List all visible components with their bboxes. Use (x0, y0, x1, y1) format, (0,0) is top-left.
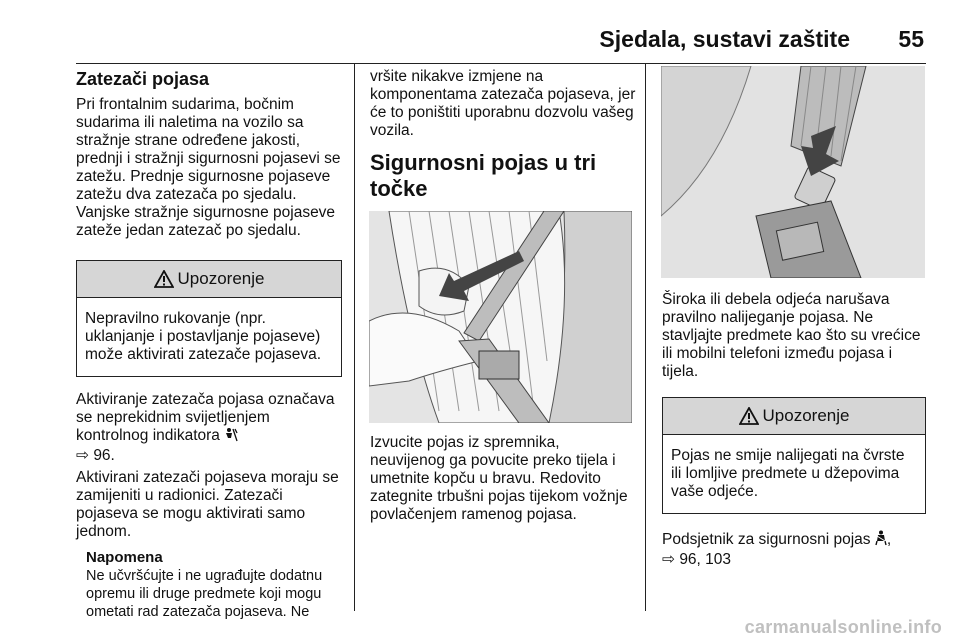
note-text: Ne učvršćujte i ne ugrađujte dodatnu opremu ili druge predmete koji mogu ometati rad zatezača pojaseva. Ne (86, 568, 323, 620)
warning-text-2: Pojas ne smije nalijegati na čvrste ili lomljive predmete u džepovima vaše odjeće. (671, 447, 905, 500)
watermark: carmanualsonline.info (744, 617, 942, 637)
reminder-page-refs[interactable]: 96, 103 (679, 551, 732, 568)
column-2 (370, 68, 636, 232)
column-2-lower (370, 434, 636, 524)
page-ref-icon: ⇨ (662, 551, 675, 568)
clothing-paragraph: Široka ili debela odjeća narušava pravilno nalijeganje pojasa. Ne stavljajte predmete kao što su vrećice ili mobilni telefoni između pojasa i tijela. (662, 291, 921, 380)
warning-box-1 (76, 260, 342, 377)
warning-triangle-icon (739, 407, 759, 425)
note-continuation: vršite nikakve izmjene na komponentama zatezača pojaseva, jer će to poništiti uporabnu dozvolu vašeg vozila. (370, 68, 636, 139)
warning-triangle-icon (154, 270, 174, 288)
belt-fastening-illustration (369, 211, 632, 423)
activation-paragraph (76, 391, 342, 465)
reminder-paragraph: Podsjetnik za sigurnosni pojas , ⇨ 96, 103 (662, 531, 892, 568)
warning-box-2 (662, 397, 926, 514)
warning-header-2 (663, 398, 925, 435)
page-number: 55 (898, 26, 924, 52)
activation-page-ref[interactable]: 96. (93, 447, 115, 464)
tensioners-paragraph: Pri frontalnim sudarima, bočnim sudarima ili naletima na vozilo sa stražnje strane određene jakosti, prednji i stražnji sigurnosni pojasevi se zatežu. Prednje sigurnosne pojaseve zatežu dva zatezača po sjedalu. Vanjske stražnje sigurnosne pojaseve zateže jedan zatezač po sjedalu. (76, 96, 341, 239)
warning-header (77, 261, 341, 298)
reminder-text: Podsjetnik za sigurnosni pojas (662, 531, 871, 548)
warning-title: Upozorenje (177, 269, 265, 288)
seatbelt-tensioner-indicator-icon (224, 427, 238, 447)
seatbelt-reminder-icon (875, 530, 887, 551)
note-title: Napomena (86, 549, 163, 566)
header-rule (76, 63, 926, 64)
column-3 (662, 291, 926, 569)
warning-text: Nepravilno rukovanje (npr. uklanjanje i postavljanje pojaseve) može aktivirati zatezače pojaseva. (85, 310, 322, 363)
warning-title-2: Upozorenje (762, 406, 850, 425)
note-block (76, 549, 342, 621)
page-ref-icon: ⇨ (76, 447, 89, 464)
section-title: Sjedala, sustavi zaštite (599, 26, 850, 52)
column-divider-1 (354, 63, 355, 611)
activation-text: Aktiviranje zatezača pojasa označava se neprekidnim svijetljenjem kontrolnog indikatora (76, 391, 335, 444)
three-point-belt-heading: Sigurnosni pojas u tri točke (370, 150, 597, 201)
column-1 (76, 68, 342, 621)
buckle-illustration (661, 66, 925, 278)
column-divider-2 (645, 63, 646, 611)
belt-tensioners-heading: Zatezači pojasa (76, 69, 210, 89)
fastening-paragraph: Izvucite pojas iz spremnika, neuvijenog ga povucite preko tijela i umetnite kopču u bravu. Redovito zategnite trbušni pojas tijekom vožnje povlačenjem ramenog pojasa. (370, 434, 628, 523)
replacement-paragraph: Aktivirani zatezači pojaseva moraju se zamijeniti u radionici. Zatezači pojaseva se mogu aktivirati samo jednom. (76, 469, 339, 540)
